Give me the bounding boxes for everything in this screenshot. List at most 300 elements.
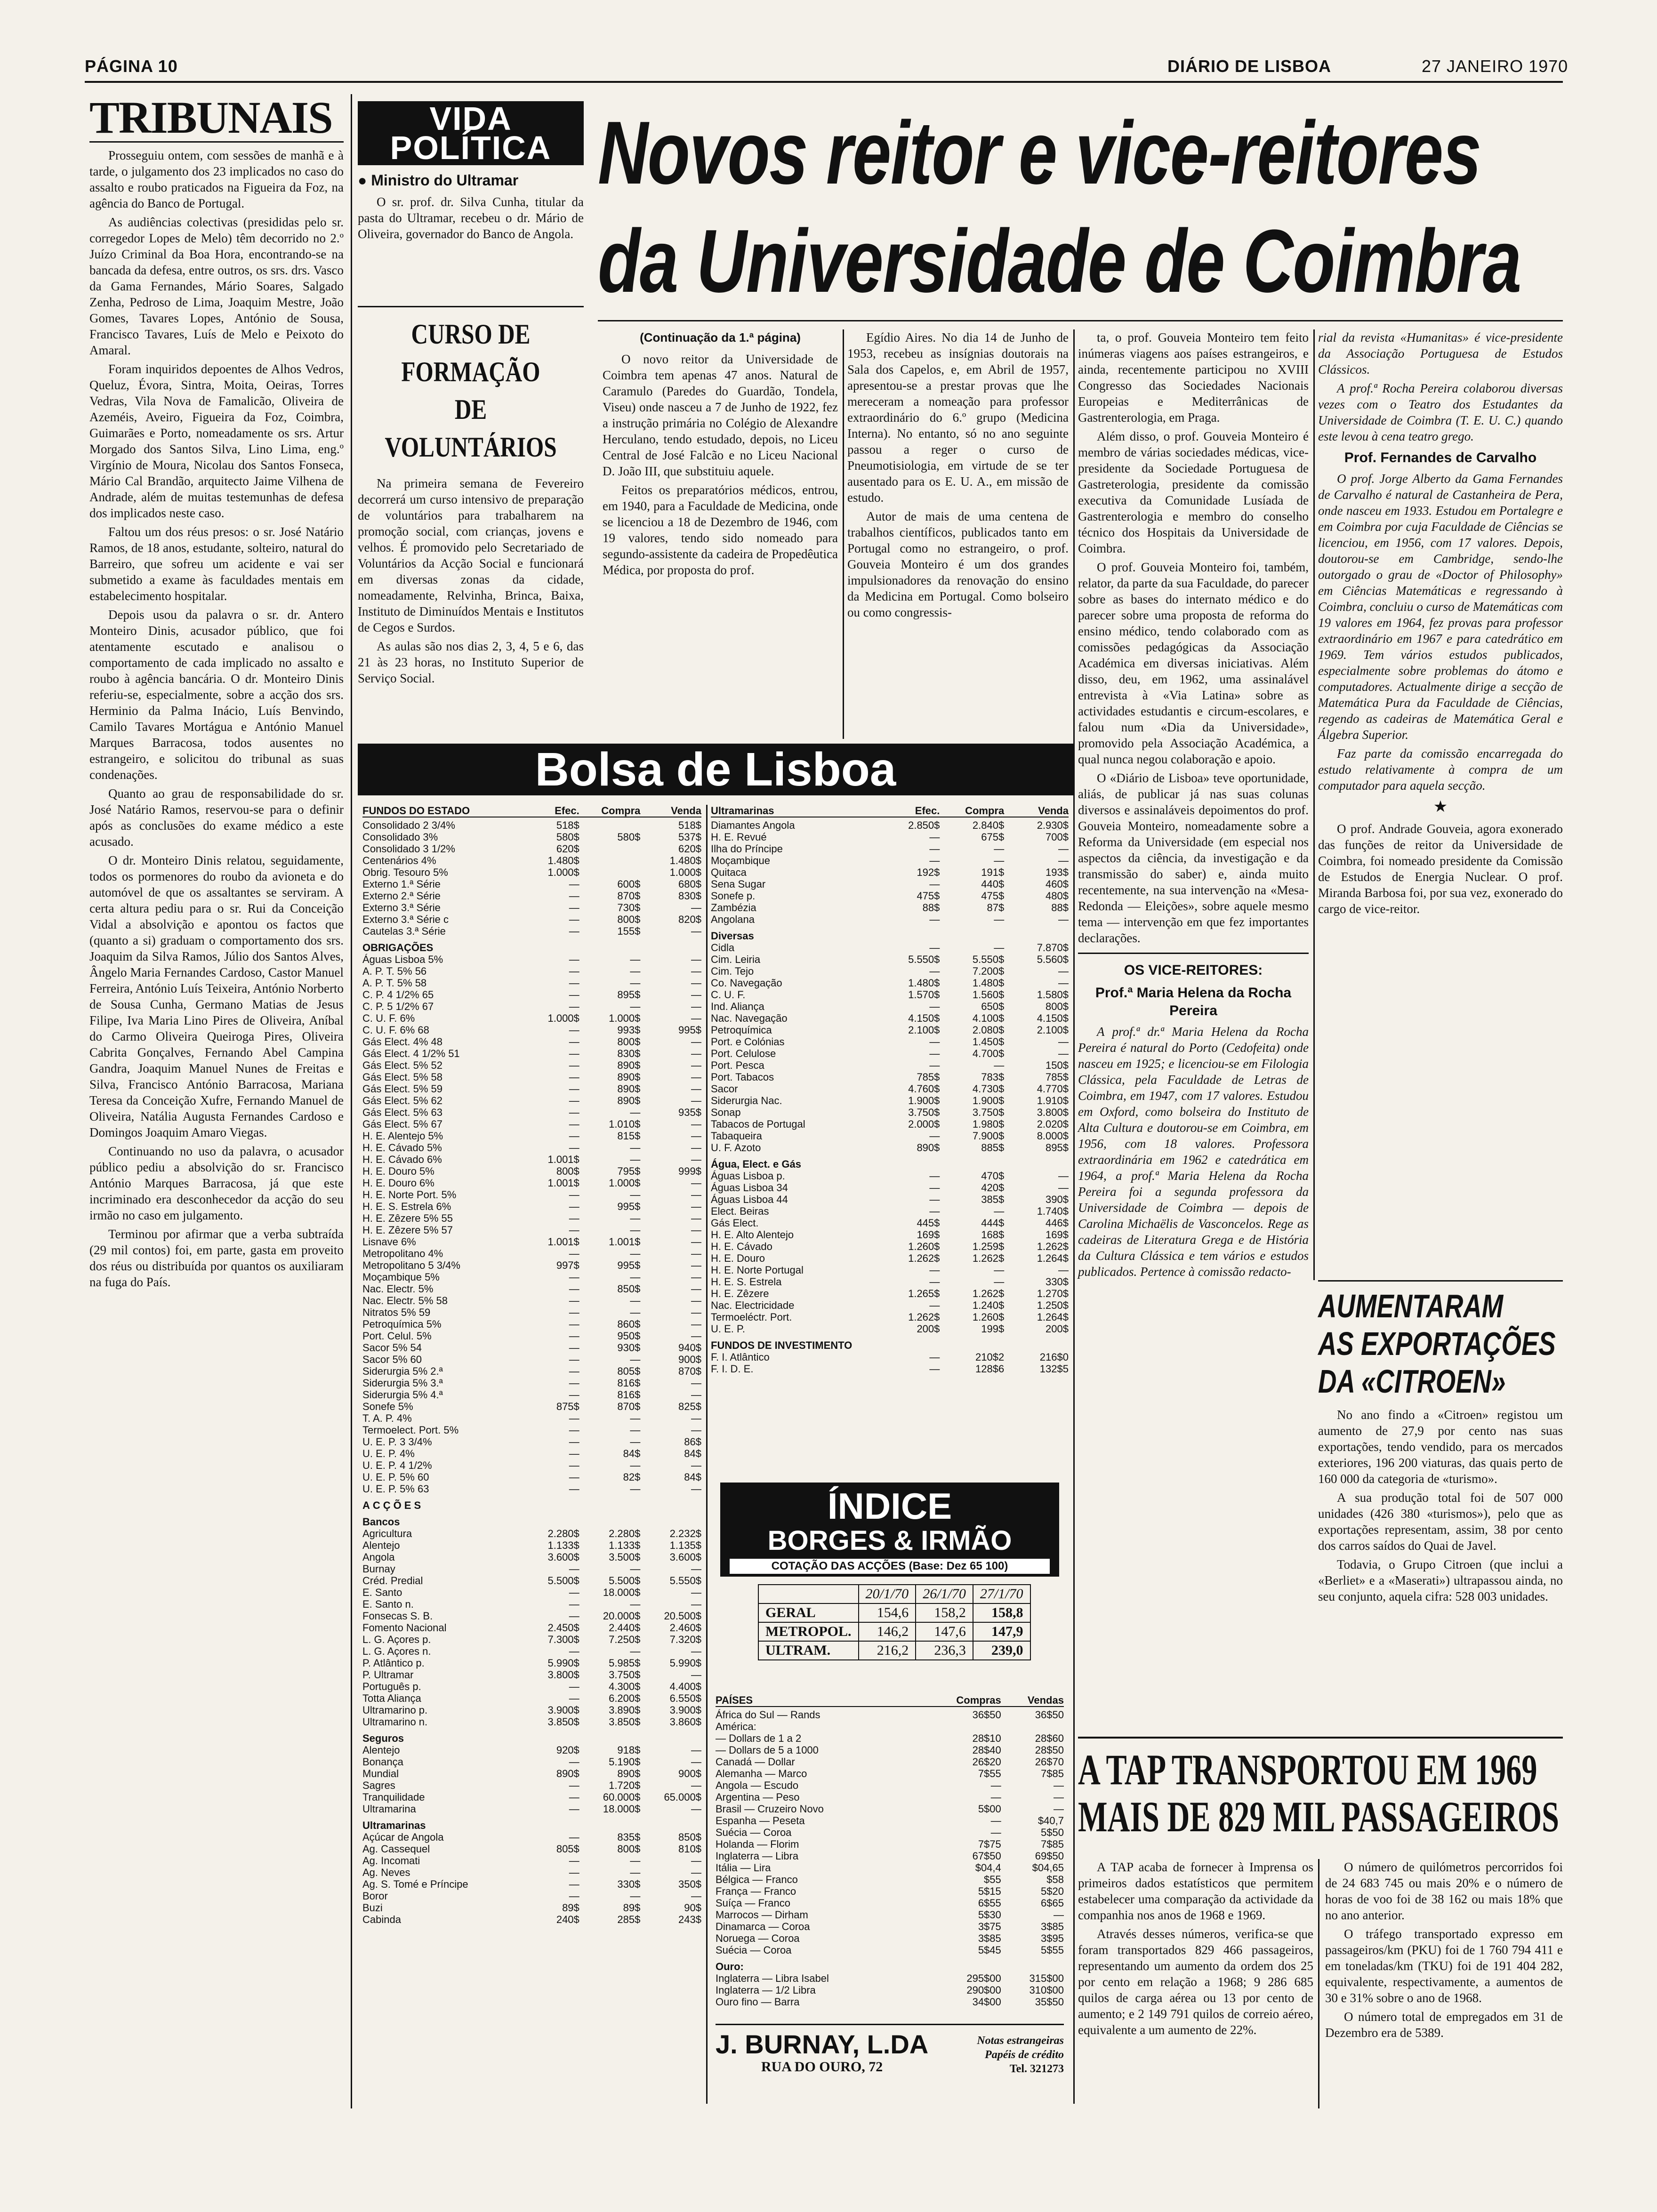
table-cell: — — [691, 1855, 701, 1867]
table-row — [362, 855, 701, 866]
table-cell: 2.100$ — [1037, 1024, 1069, 1036]
table-cell: 4.770$ — [1037, 1083, 1069, 1095]
table-cell: 20.500$ — [664, 1610, 701, 1622]
table-cell: 350$ — [678, 1878, 701, 1890]
table-cell: H. E. Norte Portugal — [711, 1264, 804, 1276]
table-cell: 20.000$ — [603, 1610, 641, 1622]
table-cell: U. E. P. 4 1/2% — [362, 1459, 432, 1471]
table-cell: — — [691, 902, 701, 914]
table-cell: — — [569, 1271, 579, 1283]
table-cell: METROPOL. — [758, 1622, 859, 1641]
table-cell: 147,6 — [916, 1622, 973, 1641]
table-cell: — — [929, 1036, 940, 1048]
table-row — [716, 1756, 1064, 1768]
header-cell — [876, 1694, 938, 1706]
table-row — [758, 1641, 1030, 1660]
table-cell: 1.135$ — [669, 1539, 701, 1551]
table-cell: H. E. Alto Alentejo — [711, 1229, 794, 1241]
table-cell: 5$45 — [978, 1944, 1001, 1956]
table-cell: Sena Sugar — [711, 878, 766, 890]
table-cell: 5.500$ — [609, 1575, 641, 1587]
table-cell: 3.850$ — [547, 1716, 579, 1728]
paragraph: O tráfego transportado expresso em passageiros/km (PKU) foi de 1 760 794 411 e em toneladas/km (TKU) foi de 191 404 282, equivalente, respectivamente, a aumentos de 30 e 31% sobre o ano de 1968. — [1325, 1927, 1563, 2005]
table-cell: — — [691, 1377, 701, 1389]
table-cell: Espanha — Peseta — [716, 1815, 805, 1827]
table-cell: U. E. P. 5% 63 — [362, 1483, 429, 1495]
banner-line: VIDA — [429, 100, 512, 137]
table-cell: Gás Elect. 5% 63 — [362, 1106, 442, 1118]
paragraph: No ano findo a «Citroen» registou um aumento de 27,9 por cento nas suas exportações, tendo vendido, para os mercados exteriores, 196 200 viaturas, das quais perto de 160 000 da categoria de «turismo». — [1318, 1408, 1563, 1486]
table-cell: 785$ — [1046, 1071, 1069, 1083]
section-rule — [1318, 1280, 1563, 1282]
indice-caption: COTAÇÃO DAS ACÇÕES (Base: Dez 65 100) — [730, 1559, 1050, 1574]
header-cell: FUNDOS DO ESTADO — [362, 805, 470, 817]
table-cell — [876, 1827, 938, 1838]
table-row — [362, 1716, 701, 1728]
table-cell: 444$ — [981, 1217, 1005, 1229]
heading-line: DE VOLUNTÁRIOS — [385, 394, 557, 463]
table-cell: — — [630, 1306, 641, 1318]
table-row — [362, 1365, 701, 1377]
table-cell: 200$ — [1046, 1323, 1069, 1335]
table-row — [362, 1424, 701, 1436]
table-cell: — — [929, 1363, 940, 1375]
table-cell: 445$ — [917, 1217, 940, 1229]
table-cell: 8.000$ — [1037, 1130, 1069, 1142]
table-cell: 158,2 — [916, 1603, 973, 1622]
table-cell: 1.133$ — [547, 1539, 579, 1551]
table-cell: 1.262$ — [908, 1252, 940, 1264]
table-cell: Port. e Colónias — [711, 1036, 785, 1048]
table-cell: 4.100$ — [972, 1012, 1005, 1024]
table-cell: 60.000$ — [603, 1791, 641, 1803]
table-cell: 193$ — [1046, 866, 1069, 878]
table-cell: 1.240$ — [972, 1299, 1005, 1311]
table-row — [711, 1170, 1069, 1182]
table-cell: Nitratos 5% 59 — [362, 1306, 431, 1318]
table-cell: 935$ — [678, 1106, 701, 1118]
table-cell: — — [630, 1154, 641, 1165]
table-cell: — — [569, 1471, 579, 1483]
table-cell: Argentina — Peso — [716, 1791, 800, 1803]
table-cell: — — [1053, 1803, 1064, 1815]
table-row — [362, 1306, 701, 1318]
table-cell — [579, 843, 641, 855]
table-cell: — — [630, 1855, 641, 1867]
table-row — [362, 1704, 701, 1716]
table-cell: H. E. Alentejo 5% — [362, 1130, 443, 1142]
table-row — [716, 1972, 1064, 1984]
table-cell: 7.320$ — [669, 1634, 701, 1645]
table-cell: 2.450$ — [547, 1622, 579, 1634]
paragraph: A TAP acaba de fornecer à Imprensa os primeiros dados estatísticos que permitem estabelecer uma comparação da actividade da companhia nos anos de 1968 e 1969. — [1078, 1860, 1313, 1922]
headline-line: AS EXPORTAÇÕES — [1318, 1325, 1556, 1362]
table-cell: 7$85 — [1041, 1768, 1064, 1779]
table-row — [362, 1528, 701, 1539]
table-cell: 1.001$ — [547, 1236, 579, 1248]
table-cell: T. A. P. 4% — [362, 1412, 412, 1424]
table-cell: 5.550$ — [908, 954, 940, 965]
table-cell: — — [569, 1855, 579, 1867]
table-cell: — — [569, 1448, 579, 1459]
table-row — [711, 1241, 1069, 1252]
table-cell: — Dollars de 5 a 1000 — [716, 1744, 819, 1756]
table-cell: Nac. Electr. 5% 58 — [362, 1295, 448, 1306]
table-cell: — — [569, 1681, 579, 1692]
table-cell: — — [569, 1610, 579, 1622]
table-cell: Consolidado 3 1/2% — [362, 843, 455, 855]
table-cell: Ag. Cassequel — [362, 1843, 430, 1855]
table-cell: — — [569, 1201, 579, 1212]
table-cell: — — [569, 1212, 579, 1224]
paragraph: Feitos os preparatórios médicos, entrou, em 1940, para a Faculdade de Medicina, onde se licenciou a 18 de Dezembro de 1946, com 19 valores, tendo sido nomeado para segundo-assistente da cadeira de Propedêutica Médica, por proposta do prof. — [603, 483, 838, 577]
table-row — [711, 1252, 1069, 1264]
table-cell — [876, 1756, 938, 1768]
table-cell: 7.870$ — [1037, 942, 1069, 954]
table-cell: 5$55 — [1041, 1944, 1064, 1956]
table-cell: 3.600$ — [547, 1551, 579, 1563]
table-cell: 1.720$ — [609, 1779, 641, 1791]
table-cell: — — [691, 1071, 701, 1083]
table-cell: 1.570$ — [908, 989, 940, 1001]
table-cell: 5.990$ — [669, 1657, 701, 1669]
table-cell: — — [929, 965, 940, 977]
table-cell: 6.200$ — [609, 1692, 641, 1704]
table-cell: 805$ — [617, 1365, 641, 1377]
table-cell: — — [691, 1459, 701, 1471]
burnay-address: RUA DO OURO, 72 — [761, 2059, 883, 2075]
header-cell: Venda — [671, 805, 701, 817]
table-row — [362, 1587, 701, 1598]
table-cell: — — [569, 977, 579, 989]
table-cell: 816$ — [617, 1377, 641, 1389]
table-cell: 600$ — [617, 878, 641, 890]
table-cell: U. E. P. 3 3/4% — [362, 1436, 432, 1448]
table-row — [711, 942, 1069, 954]
table-cell: Gás Elect. 5% 59 — [362, 1083, 442, 1095]
table-row — [362, 1189, 701, 1201]
curso-body — [358, 475, 584, 686]
indice-table — [758, 1584, 1031, 1660]
table-row — [362, 914, 701, 925]
table-cell: 1.001$ — [547, 1154, 579, 1165]
table-cell: 2.280$ — [609, 1528, 641, 1539]
table-cell — [876, 1897, 938, 1909]
table-cell: 993$ — [617, 1024, 641, 1036]
table-cell: 999$ — [678, 1165, 701, 1177]
table-cell: Sacor 5% 54 — [362, 1342, 422, 1354]
column-rule — [1313, 329, 1315, 1280]
table-cell: Brasil — Cruzeiro Novo — [716, 1803, 824, 1815]
tap-col-1 — [1078, 1859, 1313, 2108]
paragraph: Através desses números, verifica-se que foram transportados 829 466 passageiros, representando um aumento da ordem dos 25 por cento em relação a 1968; 9 286 685 quilos de carga aérea ou 13 por cento de aumento; e 2 149 791 quilos de correio aéreo, equivalente a um aumento de 22%. — [1078, 1927, 1313, 2037]
table-row — [362, 1177, 701, 1189]
table-cell: 995$ — [617, 1201, 641, 1212]
table-cell: 2.020$ — [1037, 1118, 1069, 1130]
table-row — [716, 1862, 1064, 1874]
table-row — [362, 925, 701, 937]
table-cell: Nac. Electricidade — [711, 1299, 795, 1311]
paragraph: O número total de empregados em 31 de Dezembro era de 5389. — [1325, 2010, 1563, 2040]
table-cell: 65.000$ — [664, 1791, 701, 1803]
table-row — [711, 819, 1069, 831]
paragraph: Faltou um dos réus presos: o sr. José Natário Ramos, de 18 anos, estudante, solteiro, natural do Barreiro, que sofreu um acidente e vai ser submetido a exame às faculdades mentais em estabelecimento hospitalar. — [89, 525, 344, 603]
table-cell: 158,8 — [973, 1603, 1030, 1622]
indice-banner — [720, 1483, 1059, 1577]
table-cell: F. I. D. E. — [711, 1363, 754, 1375]
table-cell — [876, 1972, 938, 1984]
table-cell: 7$55 — [978, 1768, 1001, 1779]
table-cell: H. E. Douro 6% — [362, 1177, 434, 1189]
table-row — [362, 1236, 701, 1248]
table-cell: 1.740$ — [1037, 1205, 1069, 1217]
table-cell: 89$ — [562, 1902, 579, 1914]
table-cell: 815$ — [617, 1130, 641, 1142]
section-heading: ACÇÕES — [362, 1499, 424, 1511]
table-cell: 3.900$ — [669, 1704, 701, 1716]
table-cell: H. E. Zêzere 5% 57 — [362, 1224, 453, 1236]
table-cell: 3$75 — [978, 1921, 1001, 1932]
table-cell: 295$00 — [966, 1972, 1001, 1984]
table-row — [711, 1323, 1069, 1335]
headline-rule — [598, 320, 1563, 321]
table-cell: — — [691, 1212, 701, 1224]
table-cell: 18.000$ — [603, 1803, 641, 1815]
table-row — [711, 843, 1069, 855]
table-cell: 169$ — [1046, 1229, 1069, 1241]
table-cell: 918$ — [617, 1744, 641, 1756]
table-cell: 5.990$ — [547, 1657, 579, 1669]
heading-line: CURSO DE FORMAÇÃO — [401, 319, 540, 387]
table-cell: — — [691, 1424, 701, 1436]
paragraph: Prosseguiu ontem, com sessões de manhã e à tarde, o julgamento dos 23 implicados no caso do assalto e roubo praticados na Figueira da Foz, na agência do Banco de Portugal. — [89, 148, 344, 210]
table-cell: — — [630, 1563, 641, 1575]
table-row — [758, 1622, 1030, 1641]
table-row — [362, 1791, 701, 1803]
table-cell: — — [691, 1563, 701, 1575]
table-row — [362, 1048, 701, 1059]
table-cell: — — [691, 1779, 701, 1791]
table-cell: 480$ — [1046, 890, 1069, 902]
table-row — [362, 1878, 701, 1890]
table-cell: 700$ — [1046, 831, 1069, 843]
headline-line: MAIS DE 829 MIL PASSAGEIROS — [1078, 1793, 1560, 1841]
table-cell: 620$ — [678, 843, 701, 855]
table-cell: — — [691, 1259, 701, 1271]
paragraph: Quanto ao grau de responsabilidade do sr. José Natário Ramos, reservou-se para o definir após as conclusões do exame médico a este acusado. — [89, 786, 344, 849]
table-cell: Termoeléctr. Port. — [711, 1311, 792, 1323]
table-cell: África do Sul — Rands — [716, 1709, 820, 1721]
coimbra-headline — [598, 103, 1568, 311]
table-cell: U. F. Azoto — [711, 1142, 761, 1154]
table-cell: 3.890$ — [609, 1704, 641, 1716]
table-cell: 1.265$ — [908, 1288, 940, 1299]
table-row — [362, 1224, 701, 1236]
table-cell: C. U. F. 6% — [362, 1012, 415, 1024]
table-cell: — — [630, 1424, 641, 1436]
table-cell: — — [691, 1248, 701, 1259]
table-row — [362, 1083, 701, 1095]
table-cell: — — [1058, 977, 1069, 989]
table-row — [362, 1551, 701, 1563]
table-cell: — — [691, 1412, 701, 1424]
paragraph: ta, o prof. Gouveia Monteiro tem feito inúmeras viagens aos países estrangeiros, e ainda, recentemente participou no XVIII Congresso das Sociedades Nacionais Europeias e Mediterrânicas de Gastrenterologia, em Praga. — [1078, 330, 1309, 425]
headline-line: da Universidade de Coimbra — [598, 211, 1521, 311]
section-rule — [1078, 1737, 1563, 1739]
table-cell: 239,0 — [973, 1641, 1030, 1660]
paragraph: Egídio Aires. No dia 14 de Junho de 1953, recebeu as insígnias doutorais na Sala dos Capelos, e, em Abril de 1957, apresentou-se a prestar provas que lhe mereceram a nomeação para professor extraordinário do 6.º grupo (Medicina Interna). No entanto, só no ano seguinte passou a reger o curso de Pneumotisiologia, em virtude de se ter ausentado para os E. U. A., em missão de estudo. — [847, 330, 1069, 505]
citroen-headline — [1318, 1287, 1563, 1400]
table-cell: 3.750$ — [908, 1106, 940, 1118]
table-row — [362, 1024, 701, 1036]
table-cell: — — [569, 1878, 579, 1890]
table-cell: Bélgica — Franco — [716, 1874, 798, 1885]
table-cell: — — [569, 1692, 579, 1704]
table-cell: — — [630, 1867, 641, 1878]
table-row — [716, 1709, 1064, 1721]
table-cell: 2.440$ — [609, 1622, 641, 1634]
table-row — [362, 1831, 701, 1843]
table-cell: 800$ — [617, 1036, 641, 1048]
table-row — [711, 1083, 1069, 1095]
section-heading: Diversas — [711, 930, 754, 942]
table-cell: 900$ — [678, 1768, 701, 1779]
table-cell: Gás Elect. — [711, 1217, 759, 1229]
table-cell: 150$ — [1046, 1059, 1069, 1071]
table-row — [711, 965, 1069, 977]
table-cell — [876, 1885, 938, 1897]
table-cell: 816$ — [617, 1389, 641, 1401]
table-row — [711, 1142, 1069, 1154]
table-cell: — — [929, 942, 940, 954]
table-cell: — — [994, 1205, 1005, 1217]
table-cell: 1.910$ — [1037, 1095, 1069, 1106]
header-cell: 20/1/70 — [859, 1585, 916, 1603]
table-cell: 6$55 — [978, 1897, 1001, 1909]
table-cell: 1.000$ — [669, 866, 701, 878]
table-cell — [876, 1768, 938, 1779]
table-cell: Cim. Leiria — [711, 954, 761, 965]
table-cell: 950$ — [617, 1330, 641, 1342]
table-cell: 1.560$ — [972, 989, 1005, 1001]
table-cell: Sonefe p. — [711, 890, 756, 902]
table-cell: 580$ — [617, 831, 641, 843]
paragraph: As audiências colectivas (presididas pelo sr. corregedor Lopes de Melo) têm decorrido no 2.º Juízo Criminal da Boa Hora, encontrando-se na bancada da defesa, entre outros, os srs. drs. Vasco da Gama Fernandes, Mário Soares, Salgado Zenha, Pedroso de Lima, Joaquim Mestre, João Gomes, Tavares Lopes, António de Sousa, Francisco Tavares, Luís de Melo e Peixoto do Amaral. — [89, 215, 344, 357]
table-cell: 1.250$ — [1037, 1299, 1069, 1311]
table-cell: 5$00 — [978, 1803, 1001, 1815]
table-cell: Quitaca — [711, 866, 747, 878]
table-cell: 895$ — [1046, 1142, 1069, 1154]
table-cell: 2.850$ — [908, 819, 940, 831]
table-cell: Gás Elect. 5% 52 — [362, 1059, 442, 1071]
table-cell: 3.800$ — [547, 1669, 579, 1681]
table-cell: 1.262$ — [972, 1252, 1005, 1264]
table-cell: — — [929, 1299, 940, 1311]
table-cell: P. Atlântico p. — [362, 1657, 425, 1669]
vida-politica-text — [358, 194, 584, 242]
table-cell: — — [691, 1587, 701, 1598]
table-cell: — — [691, 1154, 701, 1165]
table-row — [362, 1681, 701, 1692]
section-heading: Ultramarinas — [362, 1819, 426, 1831]
indice-subtitle: BORGES & IRMÃO — [767, 1525, 1012, 1556]
table-cell: Gás Elect. 5% 62 — [362, 1095, 442, 1106]
table-cell: — — [630, 1106, 641, 1118]
table-row — [362, 1867, 701, 1878]
table-row — [711, 1071, 1069, 1083]
table-row — [716, 1838, 1064, 1850]
paragraph: Autor de mais de uma centena de trabalhos científicos, publicados tanto em Portugal como no estrangeiro, o prof. Gouveia Monteiro é um dos grandes impulsionadores da renovação do ensino da Medicina em Portugal. Como bolseiro ou como congressis- — [847, 509, 1069, 619]
table-cell: H. E. Zêzere — [711, 1288, 769, 1299]
bancos-rows — [362, 1528, 701, 1728]
table-cell: — — [990, 1791, 1001, 1803]
table-cell: — — [569, 1365, 579, 1377]
table-row — [711, 989, 1069, 1001]
table-cell: 390$ — [1046, 1194, 1069, 1205]
table-cell: — — [569, 954, 579, 965]
table-cell: 69$50 — [1035, 1850, 1064, 1862]
table-cell: — — [691, 1330, 701, 1342]
table-cell: Noruega — Coroa — [716, 1932, 800, 1944]
table-cell: 28$50 — [1035, 1744, 1064, 1756]
table-row — [716, 1984, 1064, 1996]
table-row — [716, 1732, 1064, 1744]
table-header — [758, 1585, 1030, 1603]
table-row — [716, 1897, 1064, 1909]
coimbra-col-1 — [603, 329, 838, 739]
table-row — [362, 1036, 701, 1048]
table-cell: 810$ — [678, 1843, 701, 1855]
table-cell: 7.300$ — [547, 1634, 579, 1645]
table-cell: — — [929, 1170, 940, 1182]
table-row — [711, 1106, 1069, 1118]
table-cell: H. E. Douro 5% — [362, 1165, 434, 1177]
table-cell: — — [569, 1436, 579, 1448]
table-cell: Totta Aliança — [362, 1692, 421, 1704]
header-cell: 26/1/70 — [916, 1585, 973, 1603]
table-row — [716, 1791, 1064, 1803]
table-cell: — — [691, 1189, 701, 1201]
table-cell: 1.001$ — [547, 1177, 579, 1189]
table-cell: — — [1058, 1036, 1069, 1048]
paragraph: rial da revista «Humanitas» é vice-presidente da Associação Portuguesa de Estudos Clássicos. — [1318, 330, 1563, 377]
table-cell: — — [630, 1271, 641, 1283]
table-cell: — — [569, 1283, 579, 1295]
table-cell: 1.480$ — [669, 855, 701, 866]
table-cell: — — [1053, 1909, 1064, 1921]
table-cell: 800$ — [617, 914, 641, 925]
table-cell: Angola — [362, 1551, 395, 1563]
table-cell: — — [630, 965, 641, 977]
table-cell — [1001, 1721, 1064, 1732]
table-cell: 385$ — [981, 1194, 1005, 1205]
burnay-ad — [716, 2024, 1064, 2076]
table-cell: Mundial — [362, 1768, 399, 1779]
table-cell: — — [569, 1306, 579, 1318]
table-cell — [876, 1921, 938, 1932]
table-cell: — — [569, 925, 579, 937]
table-cell: 5.500$ — [547, 1575, 579, 1587]
table-row — [362, 1803, 701, 1815]
table-row — [711, 1217, 1069, 1229]
table-cell: Alentejo — [362, 1744, 400, 1756]
table-cell: Port. Celulose — [711, 1048, 776, 1059]
table-cell: — — [569, 1295, 579, 1306]
table-cell: Águas Lisboa 34 — [711, 1182, 788, 1194]
header-cell: 27/1/70 — [973, 1585, 1030, 1603]
table-cell: Angolana — [711, 914, 755, 925]
table-cell: P. Ultramar — [362, 1669, 414, 1681]
